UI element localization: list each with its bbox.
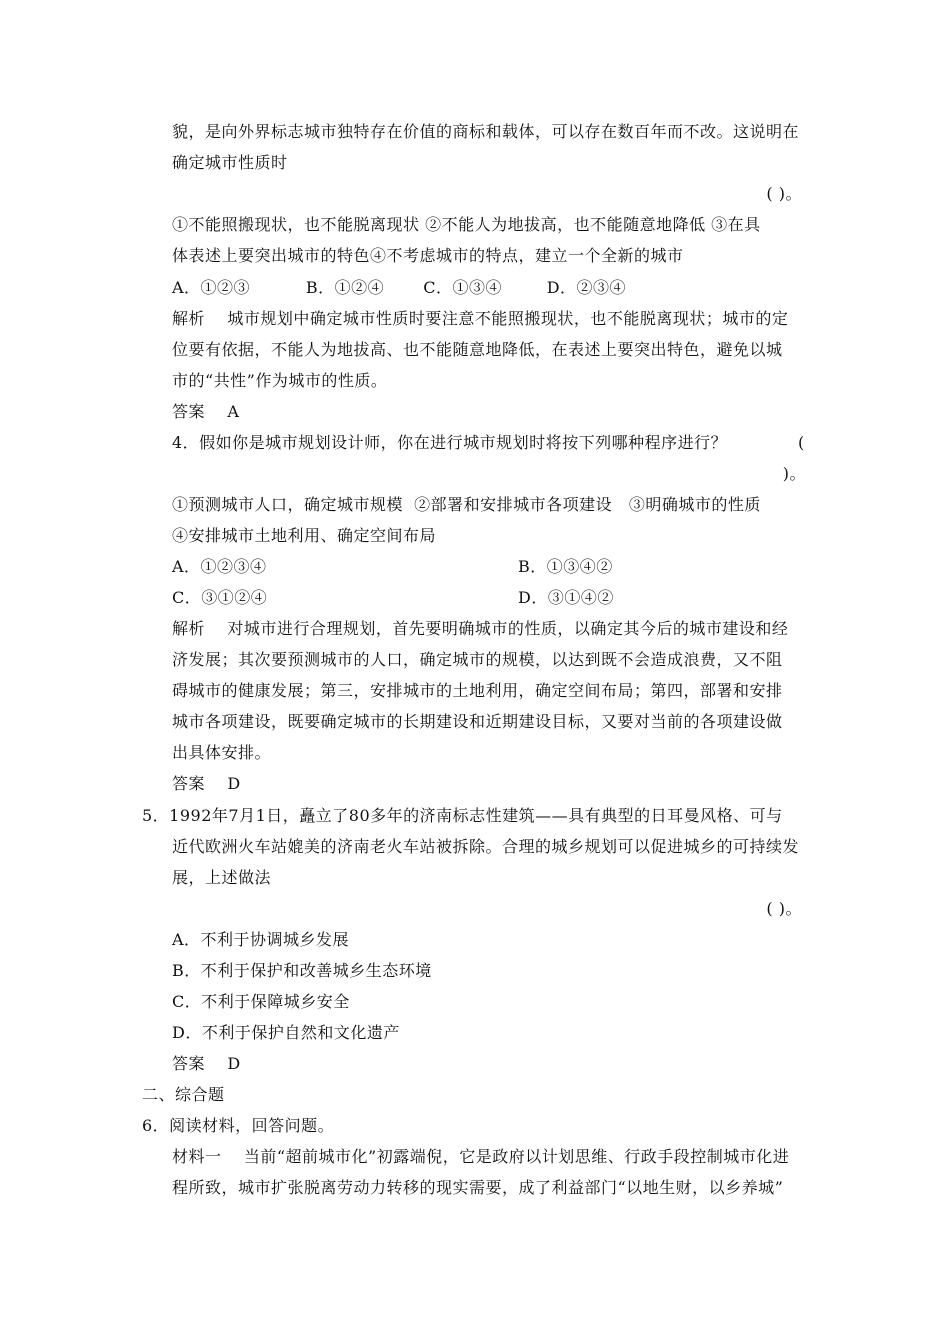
q4-analysis-line-2: 济发展；其次要预测城市的人口，确定城市的规模，以达到既不会造成浪费，又不阻 (172, 650, 783, 669)
q4-items-line-1: ①预测城市人口，确定城市规模 ②部署和安排城市各项建设 ③明确城市的性质 (172, 495, 761, 514)
q5-answer: 答案 D (172, 1054, 241, 1073)
q4-blank-open: ( (798, 433, 805, 452)
q4-analysis-line-4: 城市各项建设，既要确定城市的长期建设和近期建设目标，又要对当前的各项建设做 (172, 712, 783, 731)
q3-items-line-1: ①不能照搬现状，也不能脱离现状 ②不能人为地拔高，也不能随意地降低 ③在具 (172, 215, 761, 234)
q5-stem-line-3: 展，上述做法 (172, 868, 272, 887)
q4-option-c: C．③①②④ (172, 588, 268, 607)
q3-answer-blank: ( )。 (766, 184, 802, 203)
q5-option-d: D．不利于保护自然和文化遗产 (172, 1023, 400, 1042)
q3-analysis-line-2: 位要有依据，不能人为地拔高、也不能随意地降低，在表述上要突出特色，避免以城 (172, 340, 783, 359)
q5-option-c: C．不利于保障城乡安全 (172, 992, 350, 1011)
q4-blank-close: )。 (782, 464, 806, 483)
q4-option-a: A．①②③④ (172, 557, 267, 576)
q5-option-b: B．不利于保护和改善城乡生态环境 (172, 961, 432, 980)
q3-answer: 答案 A (172, 402, 240, 421)
q6-material1-line-2: 程所致，城市扩张脱离劳动力转移的现实需要，成了利益部门“以地生财，以乡养城” (172, 1178, 784, 1197)
q5-answer-blank: ( )。 (766, 899, 802, 918)
q5-option-a: A．不利于协调城乡发展 (172, 930, 350, 949)
q3-stem-line-1: 貌，是向外界标志城市独特存在价值的商标和载体，可以存在数百年而不改。这说明在 (172, 122, 800, 141)
q6-stem: 6．阅读材料，回答问题。 (142, 1116, 335, 1135)
q5-stem-line-1: 5．1992年7月1日，矗立了80多年的济南标志性建筑——具有典型的日耳曼风格、可与 (142, 806, 783, 825)
q3-stem-line-2: 确定城市性质时 (172, 153, 288, 172)
q3-items-line-2: 体表述上要突出城市的特色④不考虑城市的特点，建立一个全新的城市 (172, 246, 684, 265)
q3-options: A．①②③ B．①②④ C．①③④ D．②③④ (172, 278, 627, 297)
q3-analysis-line-3: 市的“共性”作为城市的性质。 (172, 371, 388, 390)
q4-analysis-line-5: 出具体安排。 (172, 743, 272, 762)
q4-items-line-2: ④安排城市土地利用、确定空间布局 (172, 526, 437, 545)
q3-analysis-line-1: 解析 城市规划中确定城市性质时要注意不能照搬现状，也不能脱离现状；城市的定 (172, 309, 789, 328)
q4-answer: 答案 D (172, 774, 241, 793)
q6-material1-line-1: 材料一 当前“超前城市化”初露端倪，它是政府以计划思维、行政手段控制城市化进 (172, 1147, 790, 1166)
q4-option-b: B．①③④② (518, 557, 613, 576)
q4-stem-line-1: 4．假如你是城市规划设计师，你在进行城市规划时将按下列哪种程序进行？ (172, 433, 728, 452)
q4-analysis-line-1: 解析 对城市进行合理规划，首先要明确城市的性质，以确定其今后的城市建设和经 (172, 619, 789, 638)
section-2-title: 二、综合题 (142, 1085, 225, 1104)
q4-analysis-line-3: 碍城市的健康发展；第三，安排城市的土地利用，确定空间布局；第四，部署和安排 (172, 681, 783, 700)
q5-stem-line-2: 近代欧洲火车站媲美的济南老火车站被拆除。合理的城乡规划可以促进城乡的可持续发 (172, 837, 800, 856)
q4-option-d: D．③①④② (518, 588, 614, 607)
